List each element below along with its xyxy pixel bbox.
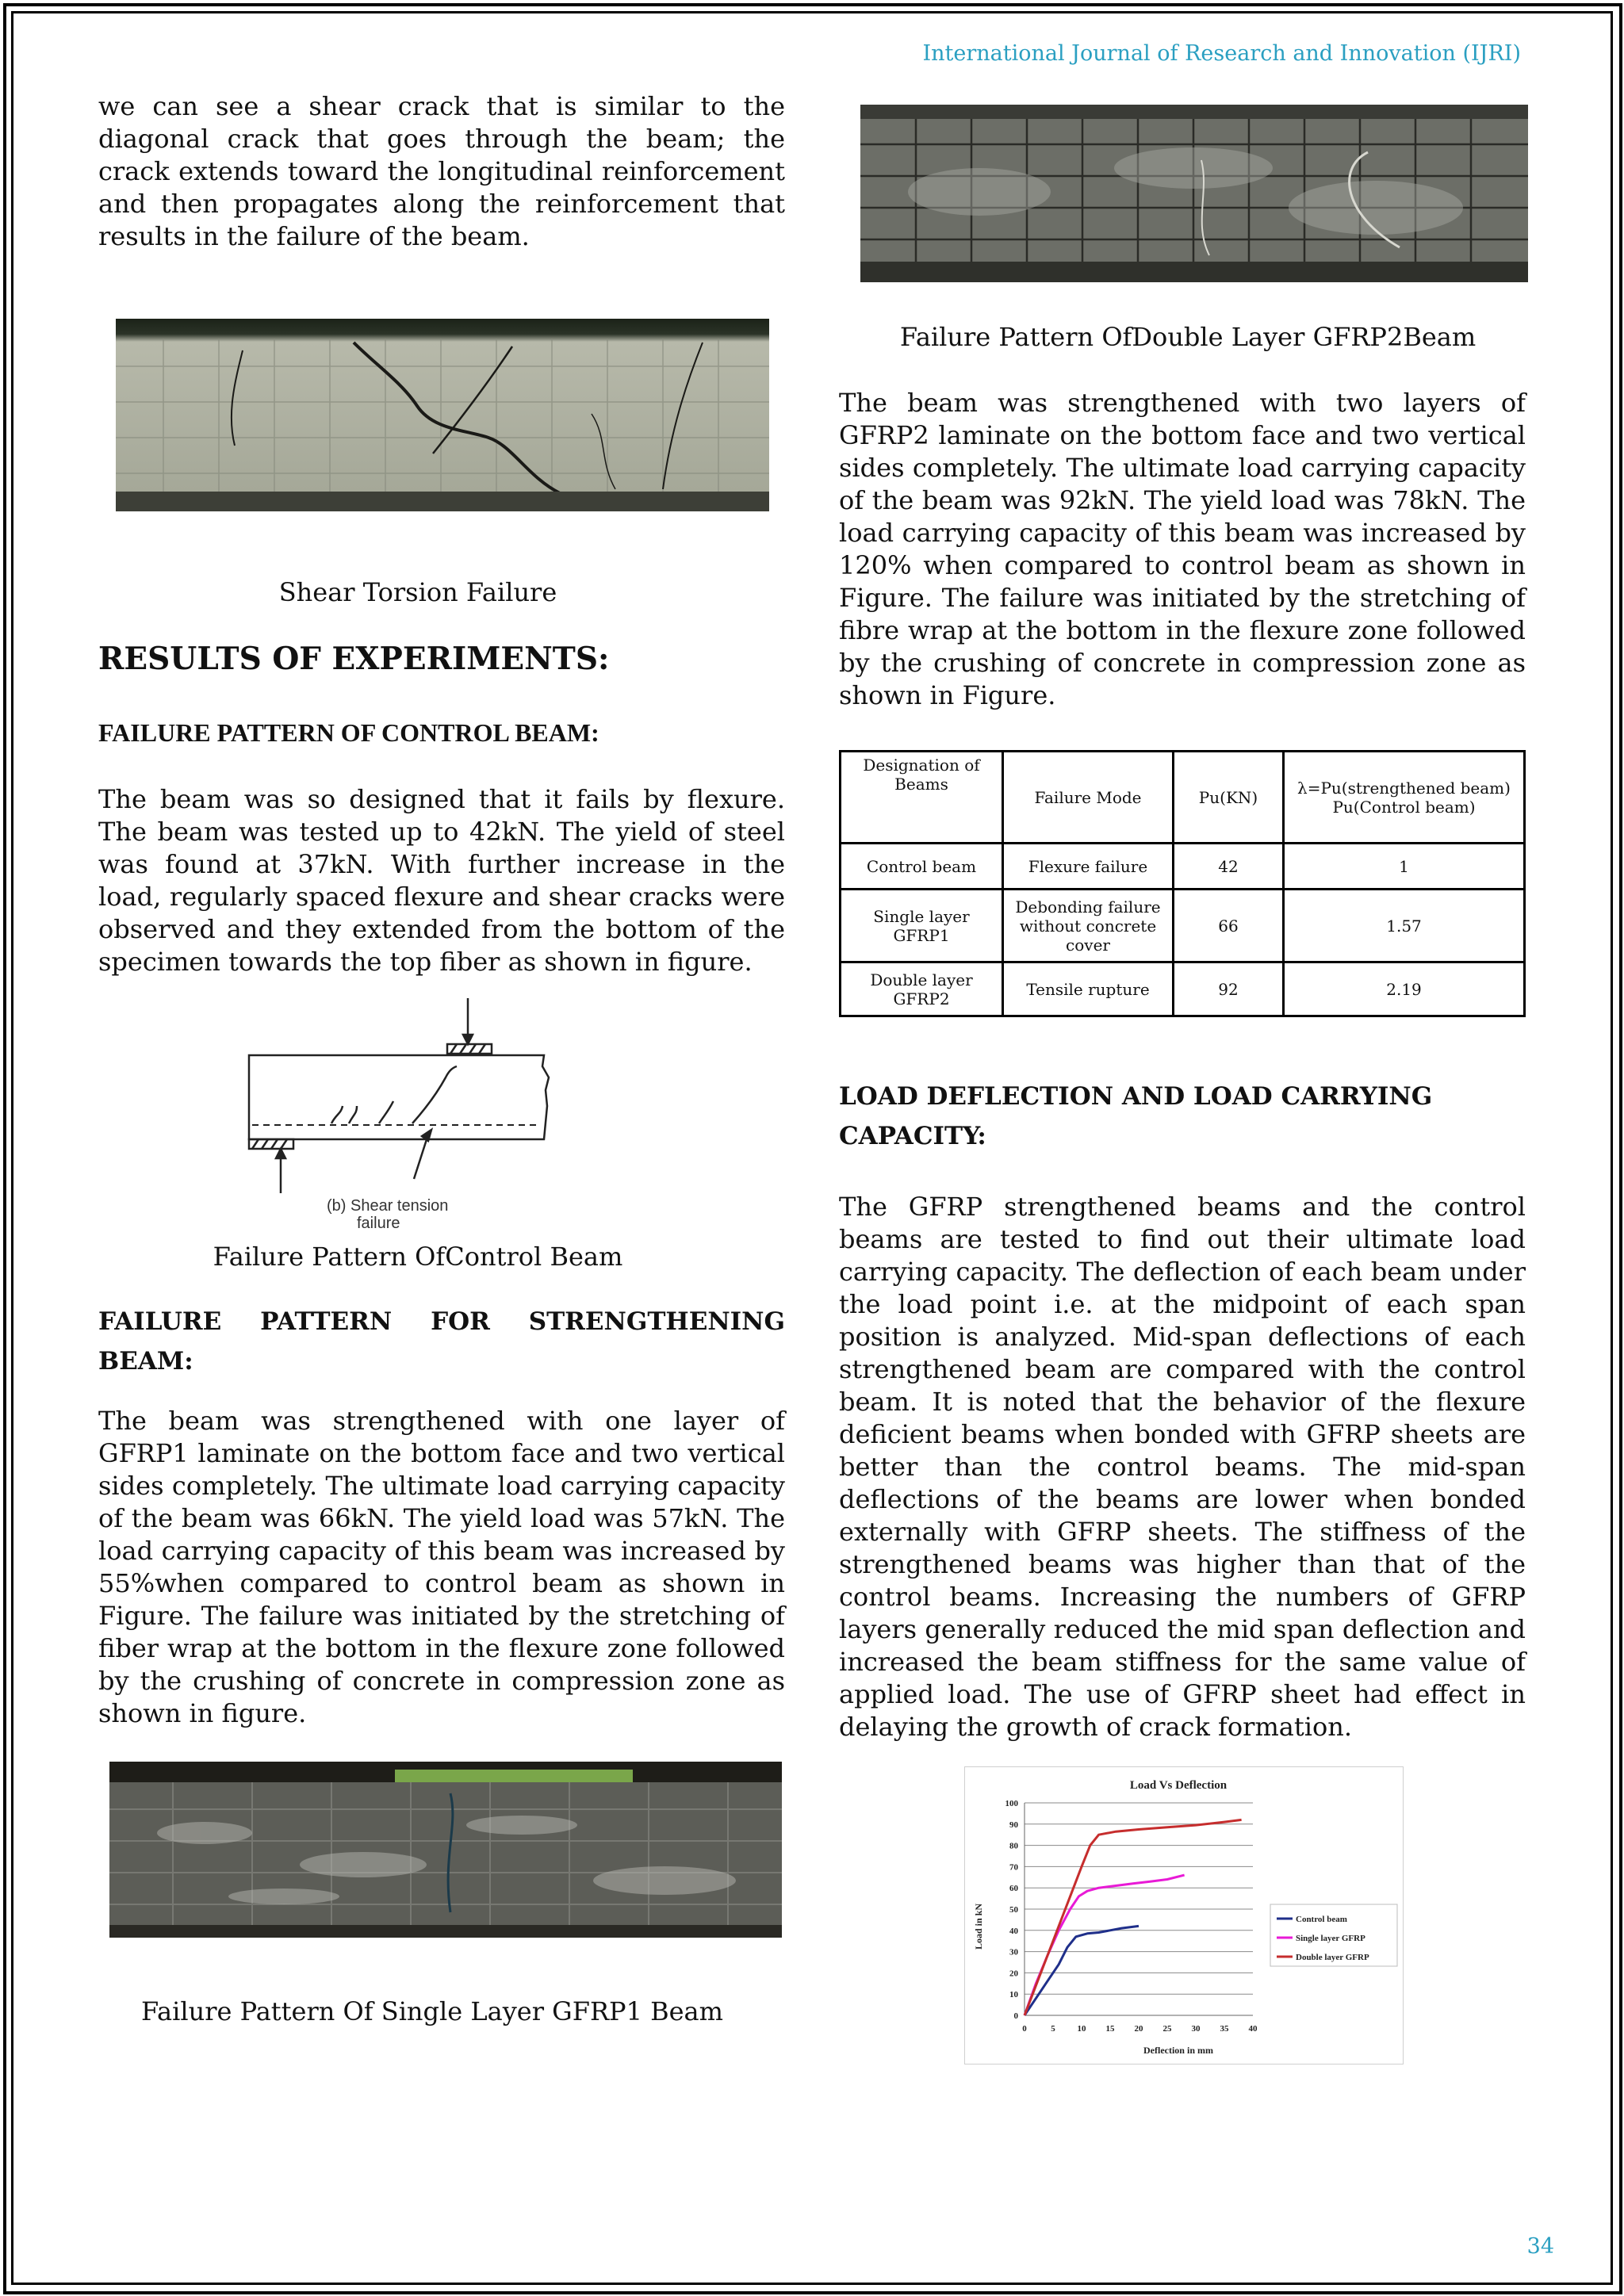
- load-deflection-heading: LOAD DEFLECTION AND LOAD CARRYING CAPACITY:: [839, 1082, 1433, 1150]
- left-paragraph-3: The beam was strengthened with one layer of GFRP1 laminate on the bottom face and two vertical sides completely. The ultimate load carrying capacity of the beam was 66kN. The yield load was 57kN. The load carrying capacity of this beam was increased by 55%when compared to control beam as shown in Figure. The failure was initiated by the stretching of fiber wrap at the bottom in the flexure zone followed by the crushing of concrete in compression zone as shown in figure.: [98, 1406, 785, 1728]
- right-paragraph-1: The beam was strengthened with two layers of GFRP2 laminate on the bottom face and two vertical sides completely. The ultimate load carrying capacity of the beam was 92kN. The yield load was 78kN. The load carrying capacity of this beam was increased by 120% when compared to control beam as shown in Figure. The failure was initiated by the stretching of fibre wrap at the bottom in the flexure zone followed by the crushing of concrete in compression zone as shown in Figure.: [839, 388, 1526, 710]
- chart-title: Load Vs Deflection: [1129, 1779, 1228, 1792]
- chart-ytick-label: 80: [1009, 1841, 1018, 1851]
- chart-ytick-label: 40: [1009, 1926, 1018, 1936]
- diagram-label-2: failure: [357, 1215, 400, 1232]
- table-header-cell: λ=Pu(strengthened beam) Pu(Control beam): [1284, 752, 1525, 844]
- chart-xtick-label: 0: [1022, 2024, 1027, 2034]
- results-heading: RESULTS OF EXPERIMENTS:: [98, 641, 610, 677]
- chart-legend-label: Control beam: [1296, 1915, 1347, 1924]
- chart-xtick-label: 30: [1191, 2024, 1201, 2034]
- fig1-caption: Shear Torsion Failure: [278, 577, 557, 607]
- double-layer-beam-photo: [860, 105, 1528, 282]
- table-cell: 42: [1174, 844, 1284, 890]
- chart-ytick-label: 70: [1009, 1862, 1018, 1873]
- table-header-cell: Designation of Beams: [841, 752, 1003, 844]
- table-cell: Control beam: [841, 844, 1003, 890]
- shear-tension-diagram: [238, 995, 571, 1233]
- results-table: [839, 750, 1526, 1017]
- page-number: 34: [1526, 2234, 1554, 2259]
- diagram-label-1: (b) Shear tension: [327, 1197, 449, 1215]
- chart-ytick-label: 60: [1009, 1884, 1018, 1894]
- table-row: [841, 844, 1525, 890]
- table-row: [841, 890, 1525, 962]
- strengthening-heading: FAILURE PATTERN FOR STRENGTHENING BEAM:: [98, 1307, 785, 1376]
- journal-header: International Journal of Research and Innovation (IJRI): [922, 41, 1521, 66]
- table-cell: 1.57: [1284, 890, 1525, 962]
- wrapped-beam-image: [109, 1762, 782, 1938]
- table-cell: 92: [1174, 962, 1284, 1016]
- table-row: [841, 962, 1525, 1016]
- shear-torsion-photo: [116, 319, 769, 511]
- table-header-row: [841, 752, 1525, 844]
- chart-legend-label: Double layer GFRP: [1296, 1953, 1369, 1962]
- left-paragraph-1: we can see a shear crack that is similar to the diagonal crack that goes through the beam; the crack extends toward the longitudinal reinforcement and then propagates along the reinforcement that results in the failure of the beam.: [98, 91, 785, 251]
- chart-ytick-label: 90: [1009, 1820, 1018, 1830]
- chart-ytick-label: 100: [1005, 1799, 1018, 1808]
- chart-ytick-label: 0: [1013, 2011, 1018, 2021]
- table-cell: Single layer GFRP1: [841, 890, 1003, 962]
- chart-ytick-label: 30: [1009, 1947, 1018, 1957]
- table-cell: 66: [1174, 890, 1284, 962]
- load-deflection-chart: [964, 1766, 1404, 2064]
- chart-xtick-label: 15: [1105, 2024, 1115, 2034]
- chart-xlabel: Deflection in mm: [1143, 2045, 1213, 2056]
- fig3-caption: Failure Pattern Of Single Layer GFRP1 Beam: [141, 1996, 723, 2026]
- table-cell: Double layer GFRP2: [841, 962, 1003, 1016]
- chart-xtick-label: 25: [1162, 2024, 1172, 2034]
- table-header-cell: Pu(KN): [1174, 752, 1284, 844]
- chart-xtick-label: 40: [1248, 2024, 1258, 2034]
- table-cell: Flexure failure: [1003, 844, 1174, 890]
- chart-xtick-label: 10: [1077, 2024, 1086, 2034]
- chart-ylabel: Load in kN: [973, 1903, 984, 1950]
- chart-xtick-label: 20: [1134, 2024, 1143, 2034]
- fig4-caption: Failure Pattern OfDouble Layer GFRP2Beam: [899, 322, 1477, 352]
- control-beam-heading: FAILURE PATTERN OF CONTROL BEAM:: [98, 718, 599, 747]
- table-cell: 1: [1284, 844, 1525, 890]
- chart-xtick-label: 35: [1220, 2024, 1229, 2034]
- chart-legend-label: Single layer GFRP: [1296, 1934, 1365, 1943]
- chart-ytick-label: 20: [1009, 1969, 1018, 1979]
- chart-ytick-label: 50: [1009, 1905, 1018, 1915]
- chart-xtick-label: 5: [1051, 2024, 1055, 2034]
- concrete-beam-image: [116, 319, 769, 511]
- table-cell: Tensile rupture: [1003, 962, 1174, 1016]
- table-cell: 2.19: [1284, 962, 1525, 1016]
- table-cell: Debonding failure without concrete cover: [1003, 890, 1174, 962]
- fig2-caption: Failure Pattern OfControl Beam: [213, 1242, 623, 1272]
- double-wrapped-beam-image: [860, 105, 1528, 282]
- single-layer-beam-photo: [109, 1762, 782, 1938]
- right-paragraph-2: The GFRP strengthened beams and the control beams are tested to find out their ultimate load carrying capacity. The deflection of each beam under the load point i.e. at the midpoint of each span position is analyzed. Mid-span deflections of each strengthened beam are compared with the control beam. It is noted that the behavior of the flexure deficient beams when bonded with GFRP sheets are better than the control beams. The mid-span deflections of the beams are lower when bonded externally with GFRP sheets. The stiffness of the strengthened beams was higher than that of the control beams. Increasing the numbers of GFRP layers generally reduced the mid span deflection and increased the beam stiffness for the same value of applied load. The use of GFRP sheet had effect in delaying the growth of crack formation.: [839, 1192, 1526, 1742]
- chart-ytick-label: 10: [1009, 1990, 1018, 2000]
- table-header-cell: Failure Mode: [1003, 752, 1174, 844]
- left-paragraph-2: The beam was so designed that it fails by flexure. The beam was tested up to 42kN. The yield of steel was found at 37kN. With further increase in the load, regularly spaced flexure and shear cracks were observed and they extended from the bottom of the specimen towards the top fiber as shown in figure.: [98, 784, 785, 977]
